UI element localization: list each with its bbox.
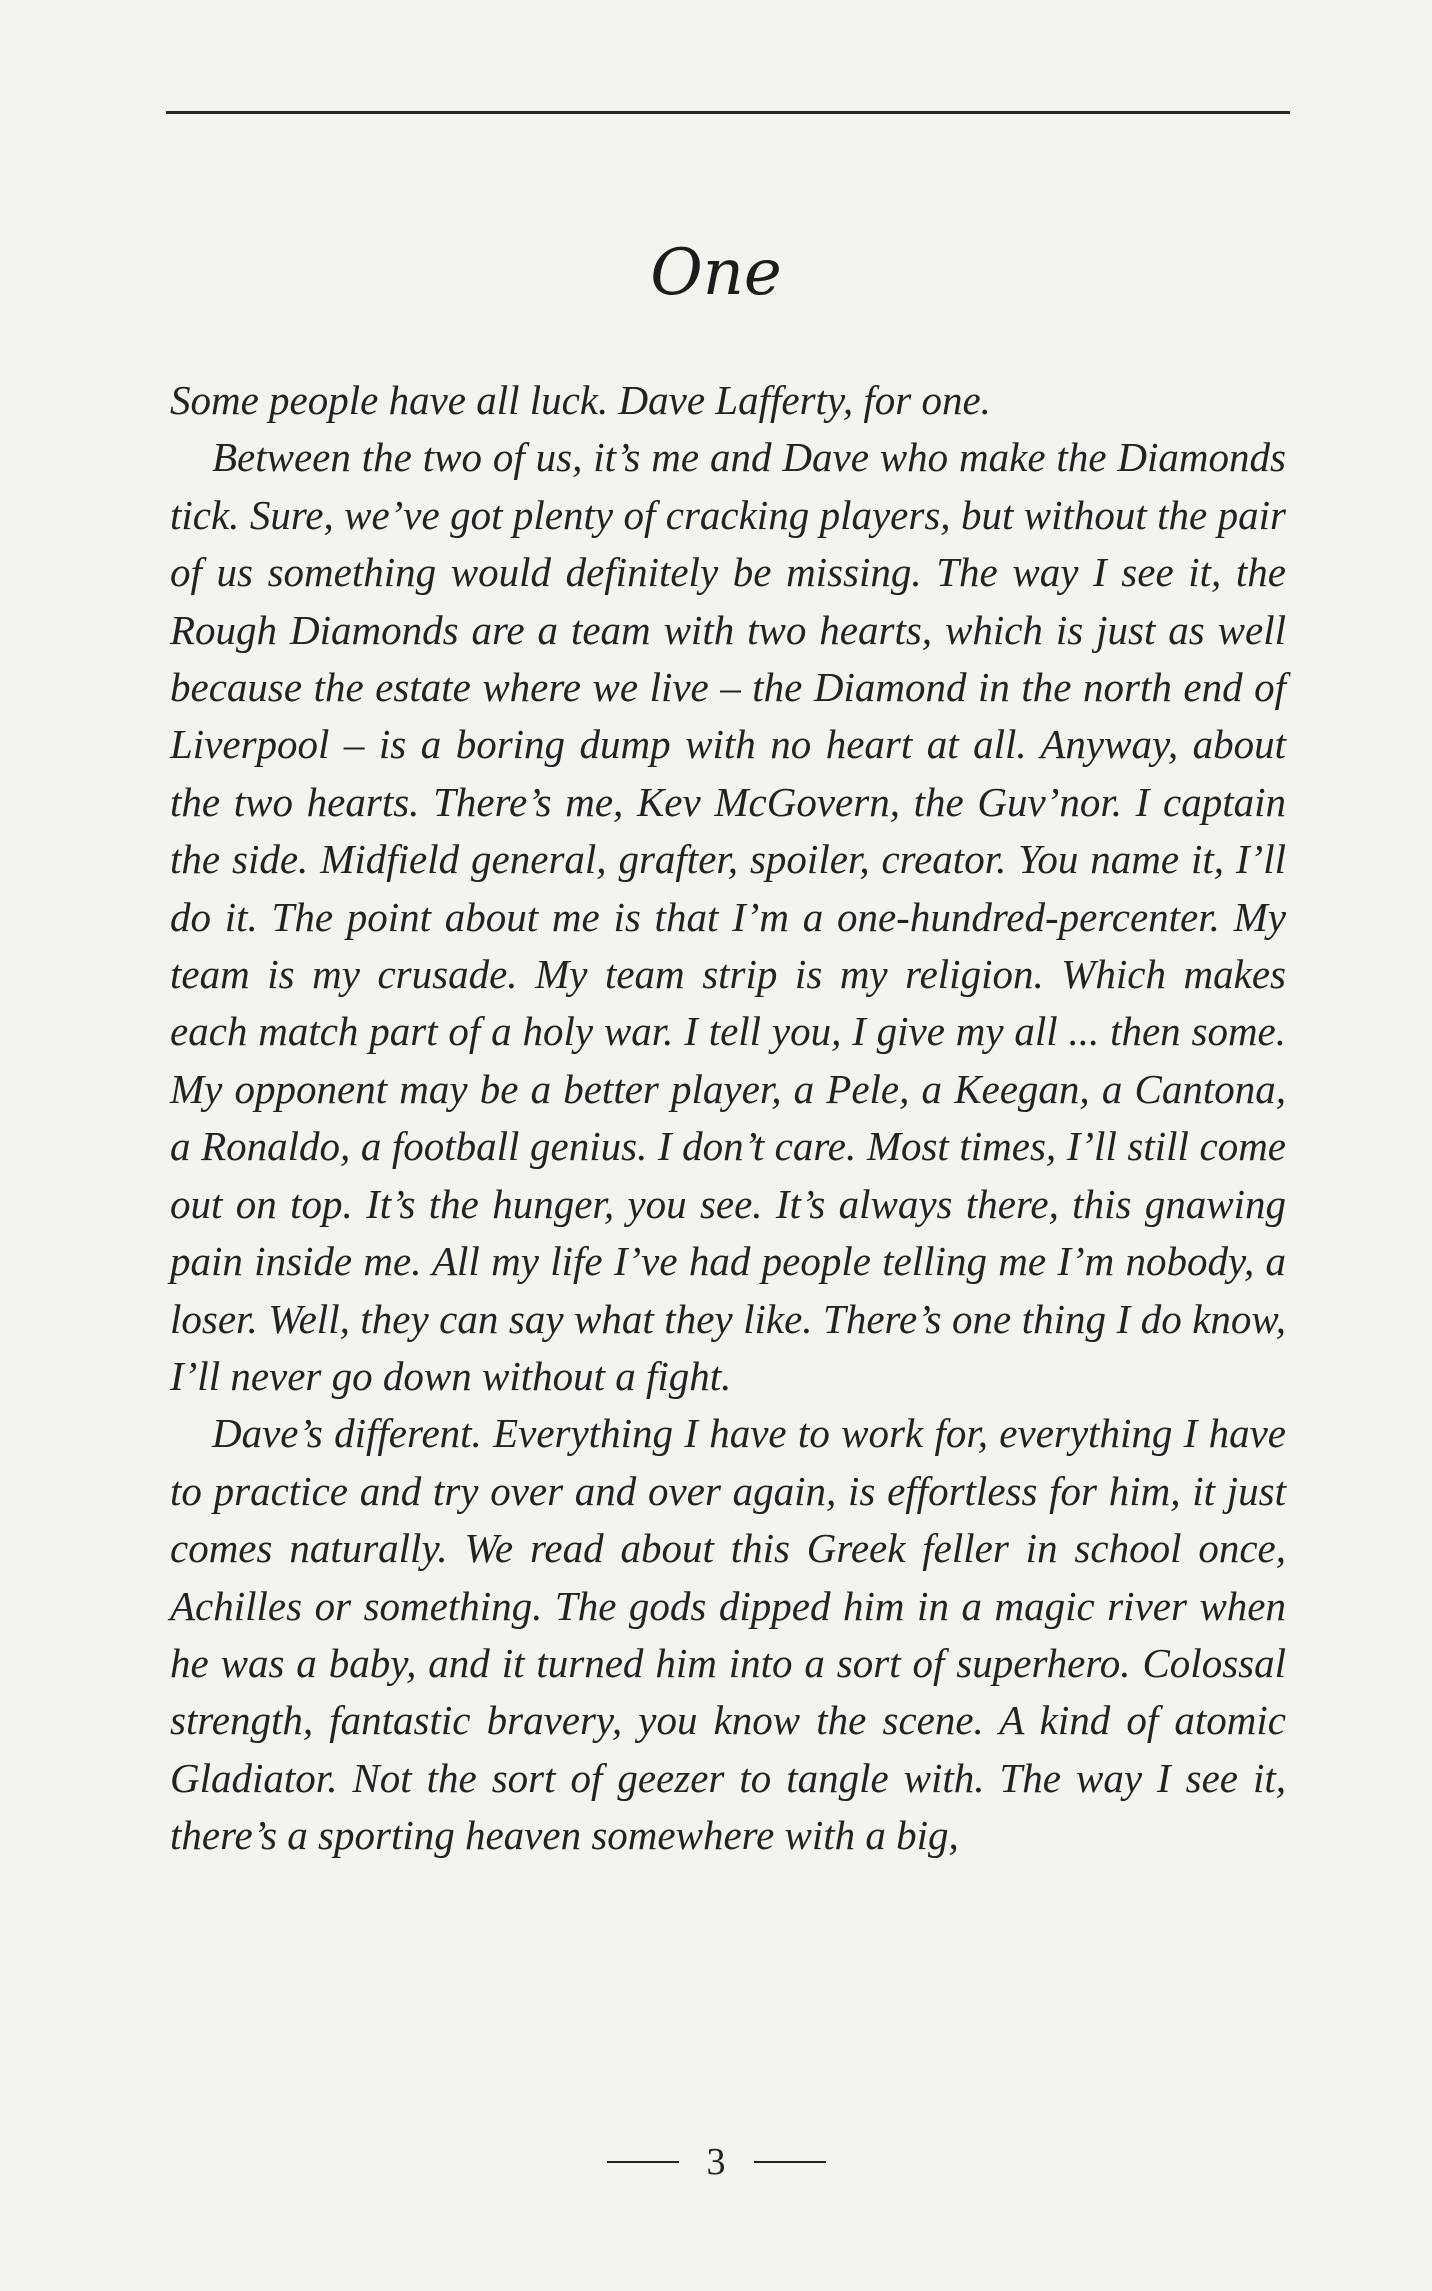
paragraph-2: Between the two of us, it’s me and Dave who make the Diamonds tick. Sure, we’ve got plenty of cracking players, but without the pair of us something would definitely be missing. The way I see it, the Rough Diamonds are a team with two hearts, which is just as well because the estate where we live – the Diamond in the north end of Liverpool – is a boring dump with no heart at all. Anyway, about the two hearts. There’s me, Kev McGovern, the Guv’nor. I captain the side. Midfield general, grafter, spoiler, creator. You name it, I’ll do it. The point about me is that I’m a one-hundred-percenter. My team is my crusade. My team strip is my religion. Which makes each match part of a holy war. I tell you, I give my all ... then some. My opponent may be a better player, a Pele, a Keegan, a Cantona, a Ronaldo, a football genius. I don’t care. Most times, I’ll still come out on top. It’s the hunger, you see. It’s always there, this gnawing pain inside me. All my life I’ve had people telling me I’m nobody, a loser. Well, they can say what they like. There’s one thing I do know, I’ll never go down without a fight.	[170, 434, 1286, 1399]
folio-dash-left	[607, 2161, 679, 2163]
body-text	[170, 372, 1286, 1865]
paragraph-3: Dave’s different. Everything I have to work for, everything I have to practice and try over and over again, is effortless for him, it just comes naturally. We read about this Greek feller in school once, Achilles or something. The gods dipped him in a magic river when he was a baby, and it turned him into a sort of superhero. Colossal strength, fantastic bravery, you know the scene. A kind of atomic Gladiator. Not the sort of geezer to tangle with. The way I see it, there’s a sporting heaven somewhere with a big,	[170, 1410, 1286, 1859]
paragraph-1: Some people have all luck. Dave Lafferty, for one.	[170, 377, 991, 423]
top-rule	[166, 111, 1290, 114]
page-number: 3	[706, 2141, 726, 2183]
folio-dash-right	[754, 2161, 826, 2163]
page-folio	[0, 2140, 1432, 2184]
chapter-title: One	[650, 236, 782, 310]
